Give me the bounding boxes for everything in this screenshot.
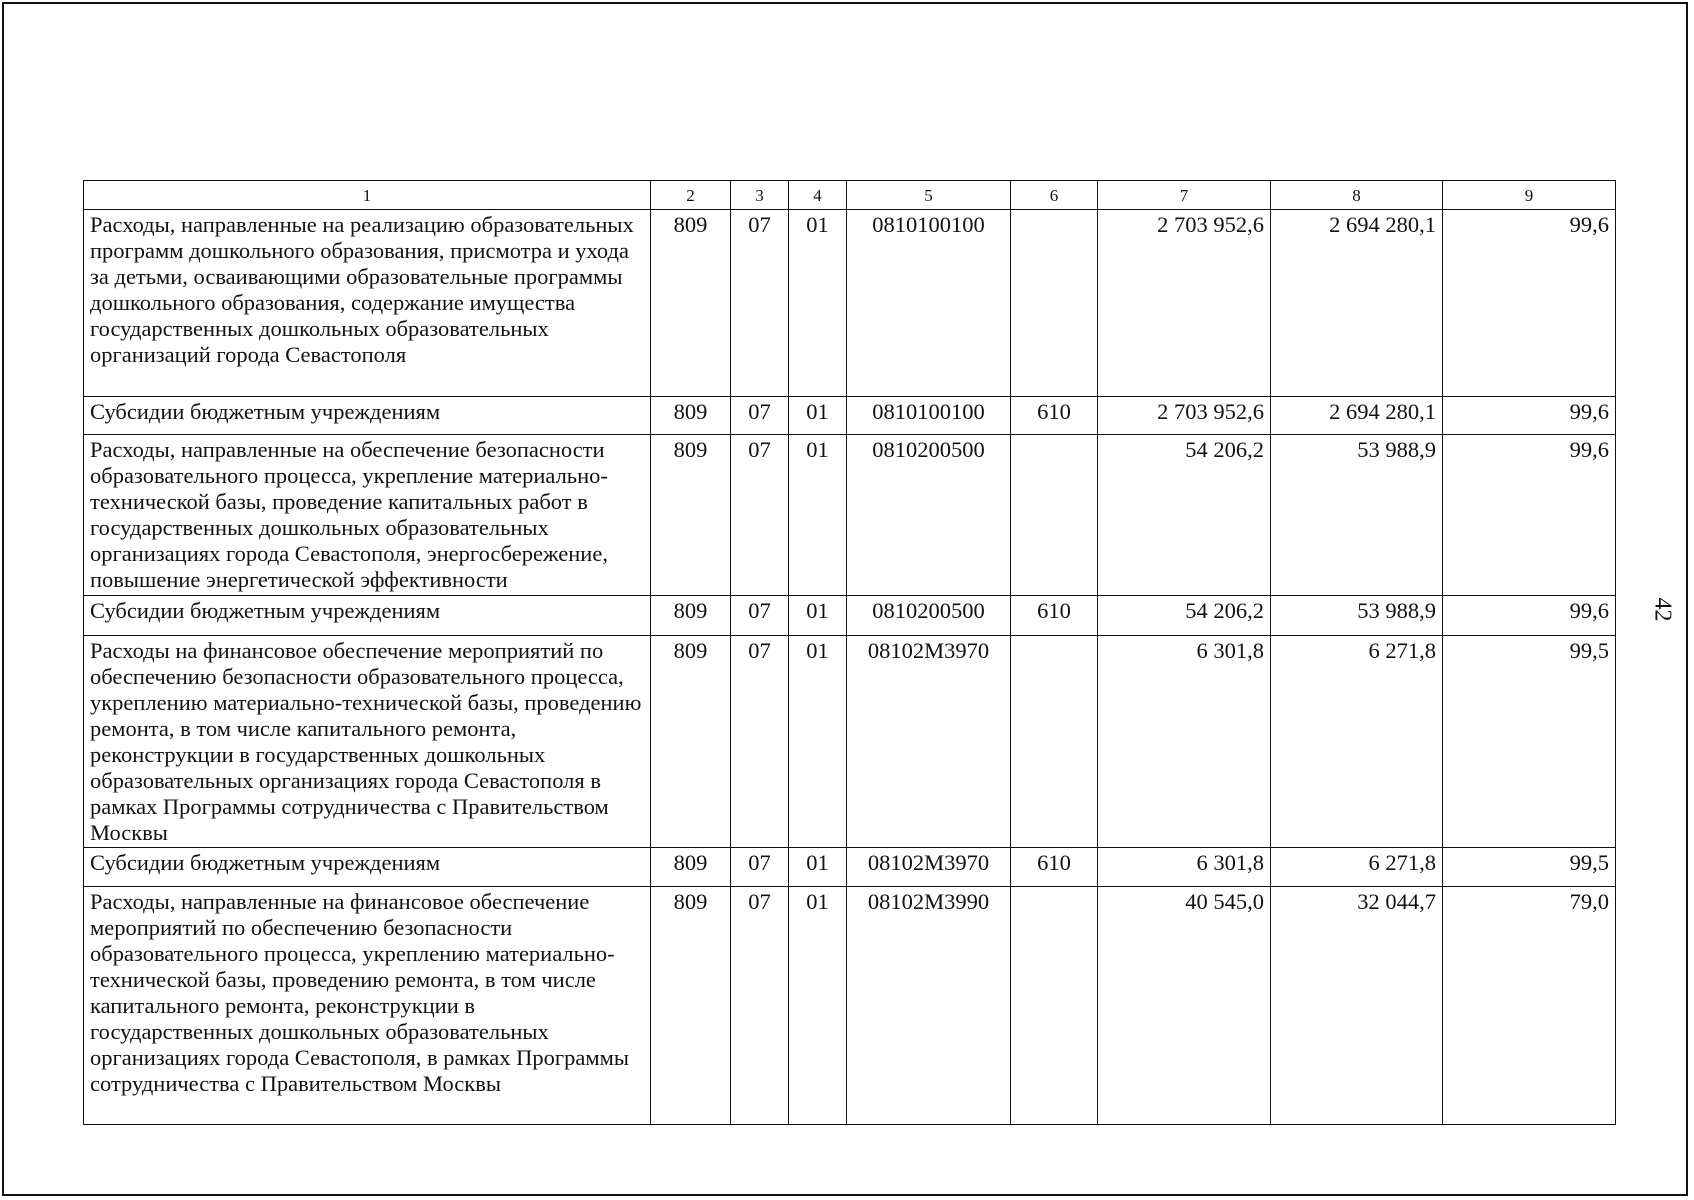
subsection-code: 01	[789, 596, 847, 636]
expense-type-code	[1011, 210, 1098, 397]
execution-percent: 99,6	[1443, 397, 1616, 435]
actual-amount: 2 694 280,1	[1271, 397, 1443, 435]
planned-amount: 54 206,2	[1098, 596, 1271, 636]
planned-amount: 6 301,8	[1098, 636, 1271, 848]
header-cell: 3	[731, 181, 789, 210]
expense-name: Субсидии бюджетным учреждениям	[84, 848, 651, 887]
execution-percent: 79,0	[1443, 887, 1616, 1125]
target-article-code: 0810200500	[847, 596, 1011, 636]
subsection-code: 01	[789, 435, 847, 596]
target-article-code: 0810200500	[847, 435, 1011, 596]
header-cell: 2	[651, 181, 731, 210]
planned-amount: 2 703 952,6	[1098, 397, 1271, 435]
grbs-code: 809	[651, 435, 731, 596]
actual-amount: 6 271,8	[1271, 848, 1443, 887]
subsection-code: 01	[789, 397, 847, 435]
expense-name: Субсидии бюджетным учреждениям	[84, 397, 651, 435]
table-row	[84, 848, 1616, 887]
header-cell: 8	[1271, 181, 1443, 210]
grbs-code: 809	[651, 596, 731, 636]
header-cell: 5	[847, 181, 1011, 210]
section-code: 07	[731, 596, 789, 636]
target-article-code: 08102М3990	[847, 887, 1011, 1125]
expense-name: Расходы, направленные на финансовое обеспечение мероприятий по обеспечению безопасности образовательного процесса, укреплению материально-технической базы, проведению ремонта, в том числе капитального ремонта, реконструкции в государственных дошкольных образовательных организациях города Севастополя, в рамках Программы сотрудничества с Правительством Москвы	[84, 887, 651, 1125]
actual-amount: 53 988,9	[1271, 435, 1443, 596]
planned-amount: 40 545,0	[1098, 887, 1271, 1125]
subsection-code: 01	[789, 848, 847, 887]
execution-percent: 99,5	[1443, 848, 1616, 887]
table-row	[84, 596, 1616, 636]
section-code: 07	[731, 210, 789, 397]
header-cell: 1	[84, 181, 651, 210]
grbs-code: 809	[651, 397, 731, 435]
subsection-code: 01	[789, 636, 847, 848]
expense-name: Расходы, направленные на реализацию образовательных программ дошкольного образования, присмотра и ухода за детьми, осваивающими образовательные программы дошкольного образования, содержание имущества государственных дошкольных образовательных организаций города Севастополя	[84, 210, 651, 397]
expense-name: Субсидии бюджетным учреждениям	[84, 596, 651, 636]
budget-table	[83, 180, 1616, 1125]
expense-name: Расходы на финансовое обеспечение мероприятий по обеспечению безопасности образовательного процесса, укреплению материально-технической базы, проведению ремонта, в том числе капитального ремонта, реконструкции в государственных дошкольных образовательных организациях города Севастополя в рамках Программы сотрудничества с Правительством Москвы	[84, 636, 651, 848]
expense-name: Расходы, направленные на обеспечение безопасности образовательного процесса, укрепление материально-технической базы, проведение капитальных работ в государственных дошкольных образовательных организациях города Севастополя, энергосбережение, повышение энергетической эффективности	[84, 435, 651, 596]
planned-amount: 54 206,2	[1098, 435, 1271, 596]
expense-type-code: 610	[1011, 848, 1098, 887]
actual-amount: 6 271,8	[1271, 636, 1443, 848]
expense-type-code: 610	[1011, 596, 1098, 636]
header-cell: 4	[789, 181, 847, 210]
execution-percent: 99,5	[1443, 636, 1616, 848]
table-row	[84, 397, 1616, 435]
table-row	[84, 636, 1616, 848]
table-row	[84, 887, 1616, 1125]
section-code: 07	[731, 636, 789, 848]
grbs-code: 809	[651, 848, 731, 887]
execution-percent: 99,6	[1443, 210, 1616, 397]
grbs-code: 809	[651, 887, 731, 1125]
header-cell: 9	[1443, 181, 1616, 210]
section-code: 07	[731, 848, 789, 887]
subsection-code: 01	[789, 210, 847, 397]
table-row	[84, 435, 1616, 596]
execution-percent: 99,6	[1443, 596, 1616, 636]
expense-type-code	[1011, 636, 1098, 848]
target-article-code: 08102М3970	[847, 848, 1011, 887]
actual-amount: 32 044,7	[1271, 887, 1443, 1125]
expense-type-code	[1011, 435, 1098, 596]
header-row	[84, 181, 1616, 210]
actual-amount: 53 988,9	[1271, 596, 1443, 636]
section-code: 07	[731, 397, 789, 435]
planned-amount: 6 301,8	[1098, 848, 1271, 887]
grbs-code: 809	[651, 636, 731, 848]
expense-type-code	[1011, 887, 1098, 1125]
section-code: 07	[731, 887, 789, 1125]
header-cell: 6	[1011, 181, 1098, 210]
planned-amount: 2 703 952,6	[1098, 210, 1271, 397]
target-article-code: 08102М3970	[847, 636, 1011, 848]
subsection-code: 01	[789, 887, 847, 1125]
execution-percent: 99,6	[1443, 435, 1616, 596]
table-row	[84, 210, 1616, 397]
page-number: 42	[1649, 597, 1676, 622]
actual-amount: 2 694 280,1	[1271, 210, 1443, 397]
grbs-code: 809	[651, 210, 731, 397]
target-article-code: 0810100100	[847, 210, 1011, 397]
target-article-code: 0810100100	[847, 397, 1011, 435]
section-code: 07	[731, 435, 789, 596]
expense-type-code: 610	[1011, 397, 1098, 435]
header-cell: 7	[1098, 181, 1271, 210]
